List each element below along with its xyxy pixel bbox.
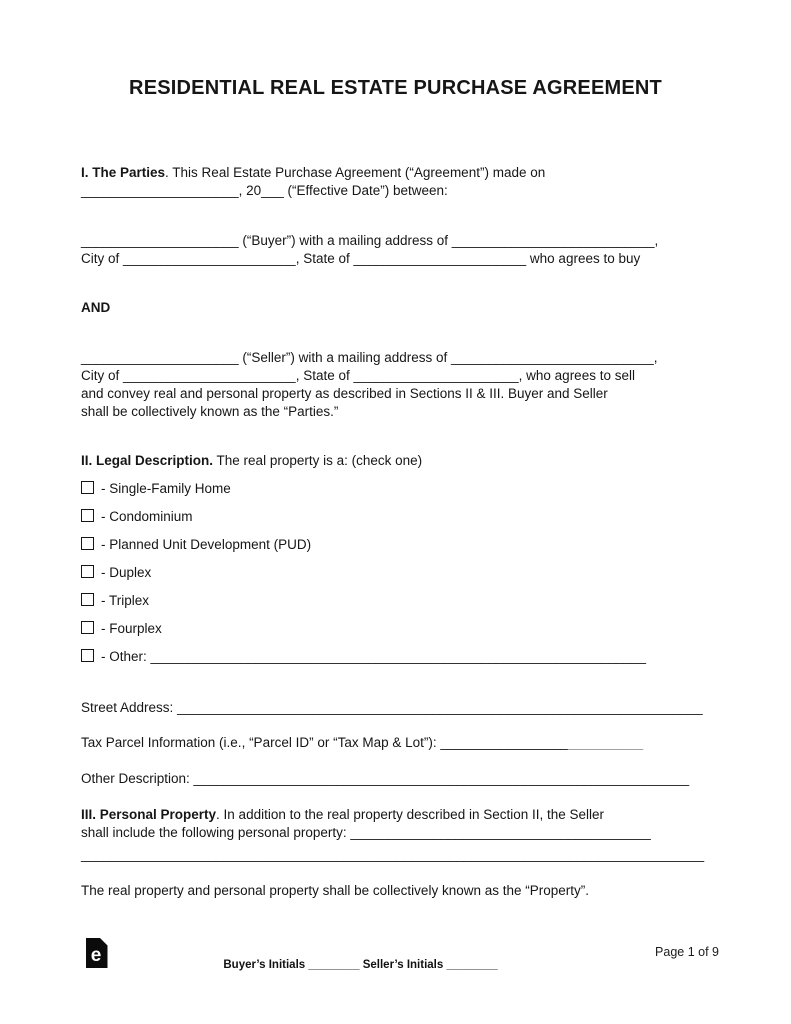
other-description-label: Other Description: [81,771,194,786]
option-label: - Condominium [101,509,193,524]
option-single-family-home [81,480,710,498]
parties-heading-rest: . This Real Estate Purchase Agreement (“Agreement”) made on [165,165,546,180]
personal-property-section-heading: III. Personal Property [81,807,217,822]
option-fourplex [81,620,710,638]
seller-line-1: _____________________ (“Seller”) with a mailing address of ___________________________, [81,350,658,365]
property-closing-line: The real property and personal property shall be collectively known as the “Property”. [81,883,590,898]
tax-parcel-field [81,734,710,752]
personal-property-label: shall include the following personal property: [81,825,351,840]
option-planned-unit-development [81,536,710,554]
street-address-label: Street Address: [81,700,178,715]
option-condominium [81,508,710,526]
initials-line: Buyer’s Initials ________ Seller’s Initials ________ [223,959,498,971]
personal-property-blank-line: ___________________________________________________________________________________ [81,847,705,862]
option-label: - Duplex [101,565,152,580]
checkbox-icon[interactable] [81,509,94,522]
parties-heading-line [81,164,710,182]
legal-description-heading-line [81,452,710,470]
option-other [81,648,710,666]
option-triplex [81,592,710,610]
logo-letter: e [90,945,102,966]
effective-date-line: _____________________, 20___ (“Effective Date”) between: [81,183,448,198]
checkbox-icon[interactable] [81,537,94,550]
option-label: - Triplex [101,593,150,608]
option-duplex [81,564,710,582]
seller-line-2: City of _______________________, State of ______________________, who agrees to sell [81,368,635,383]
tax-parcel-blank-light: __________ [568,735,644,750]
seller-line-3: and convey real and personal property as described in Sections II & III. Buyer and Seller [81,386,608,401]
buyer-line-2: City of _______________________, State of _______________________ who agrees to buy [81,251,641,266]
buyer-line-1: _____________________ (“Buyer”) with a mailing address of ___________________________, [81,233,659,248]
street-address-blank: ______________________________________________________________________ [177,700,703,715]
page-title: RESIDENTIAL REAL ESTATE PURCHASE AGREEMENT [129,77,662,99]
checkbox-icon[interactable] [81,593,94,606]
other-description-field [81,770,710,788]
checkbox-icon[interactable] [81,565,94,578]
seller-line-4: shall be collectively known as the “Parties.” [81,404,339,419]
street-address-field [81,699,710,717]
personal-property-line-2 [81,824,710,842]
tax-parcel-label: Tax Parcel Information (i.e., “Parcel ID” or “Tax Map & Lot”): [81,735,441,750]
document-body [0,164,791,900]
page-number: Page 1 of 9 [655,945,719,959]
personal-property-heading-rest: . In addition to the real property described in Section II, the Seller [216,807,605,822]
checkbox-icon[interactable] [81,649,94,662]
option-label: - Planned Unit Development (PUD) [101,537,312,552]
option-label: - Fourplex [101,621,162,636]
parties-section-heading: I. The Parties [81,165,166,180]
option-label: - Other: __________________________________________________________________ [101,649,647,664]
and-label: AND [81,300,111,315]
checkbox-icon[interactable] [81,621,94,634]
checkbox-icon[interactable] [81,481,94,494]
option-label: - Single-Family Home [101,481,231,496]
legal-description-heading-rest: The real property is a: (check one) [213,453,423,468]
tax-parcel-blank: _________________ [440,735,568,750]
personal-property-heading-line [81,806,710,824]
personal-property-blank: ________________________________________ [350,825,651,840]
legal-description-section-heading: II. Legal Description. [81,453,214,468]
other-description-blank: __________________________________________________________________ [193,771,690,786]
